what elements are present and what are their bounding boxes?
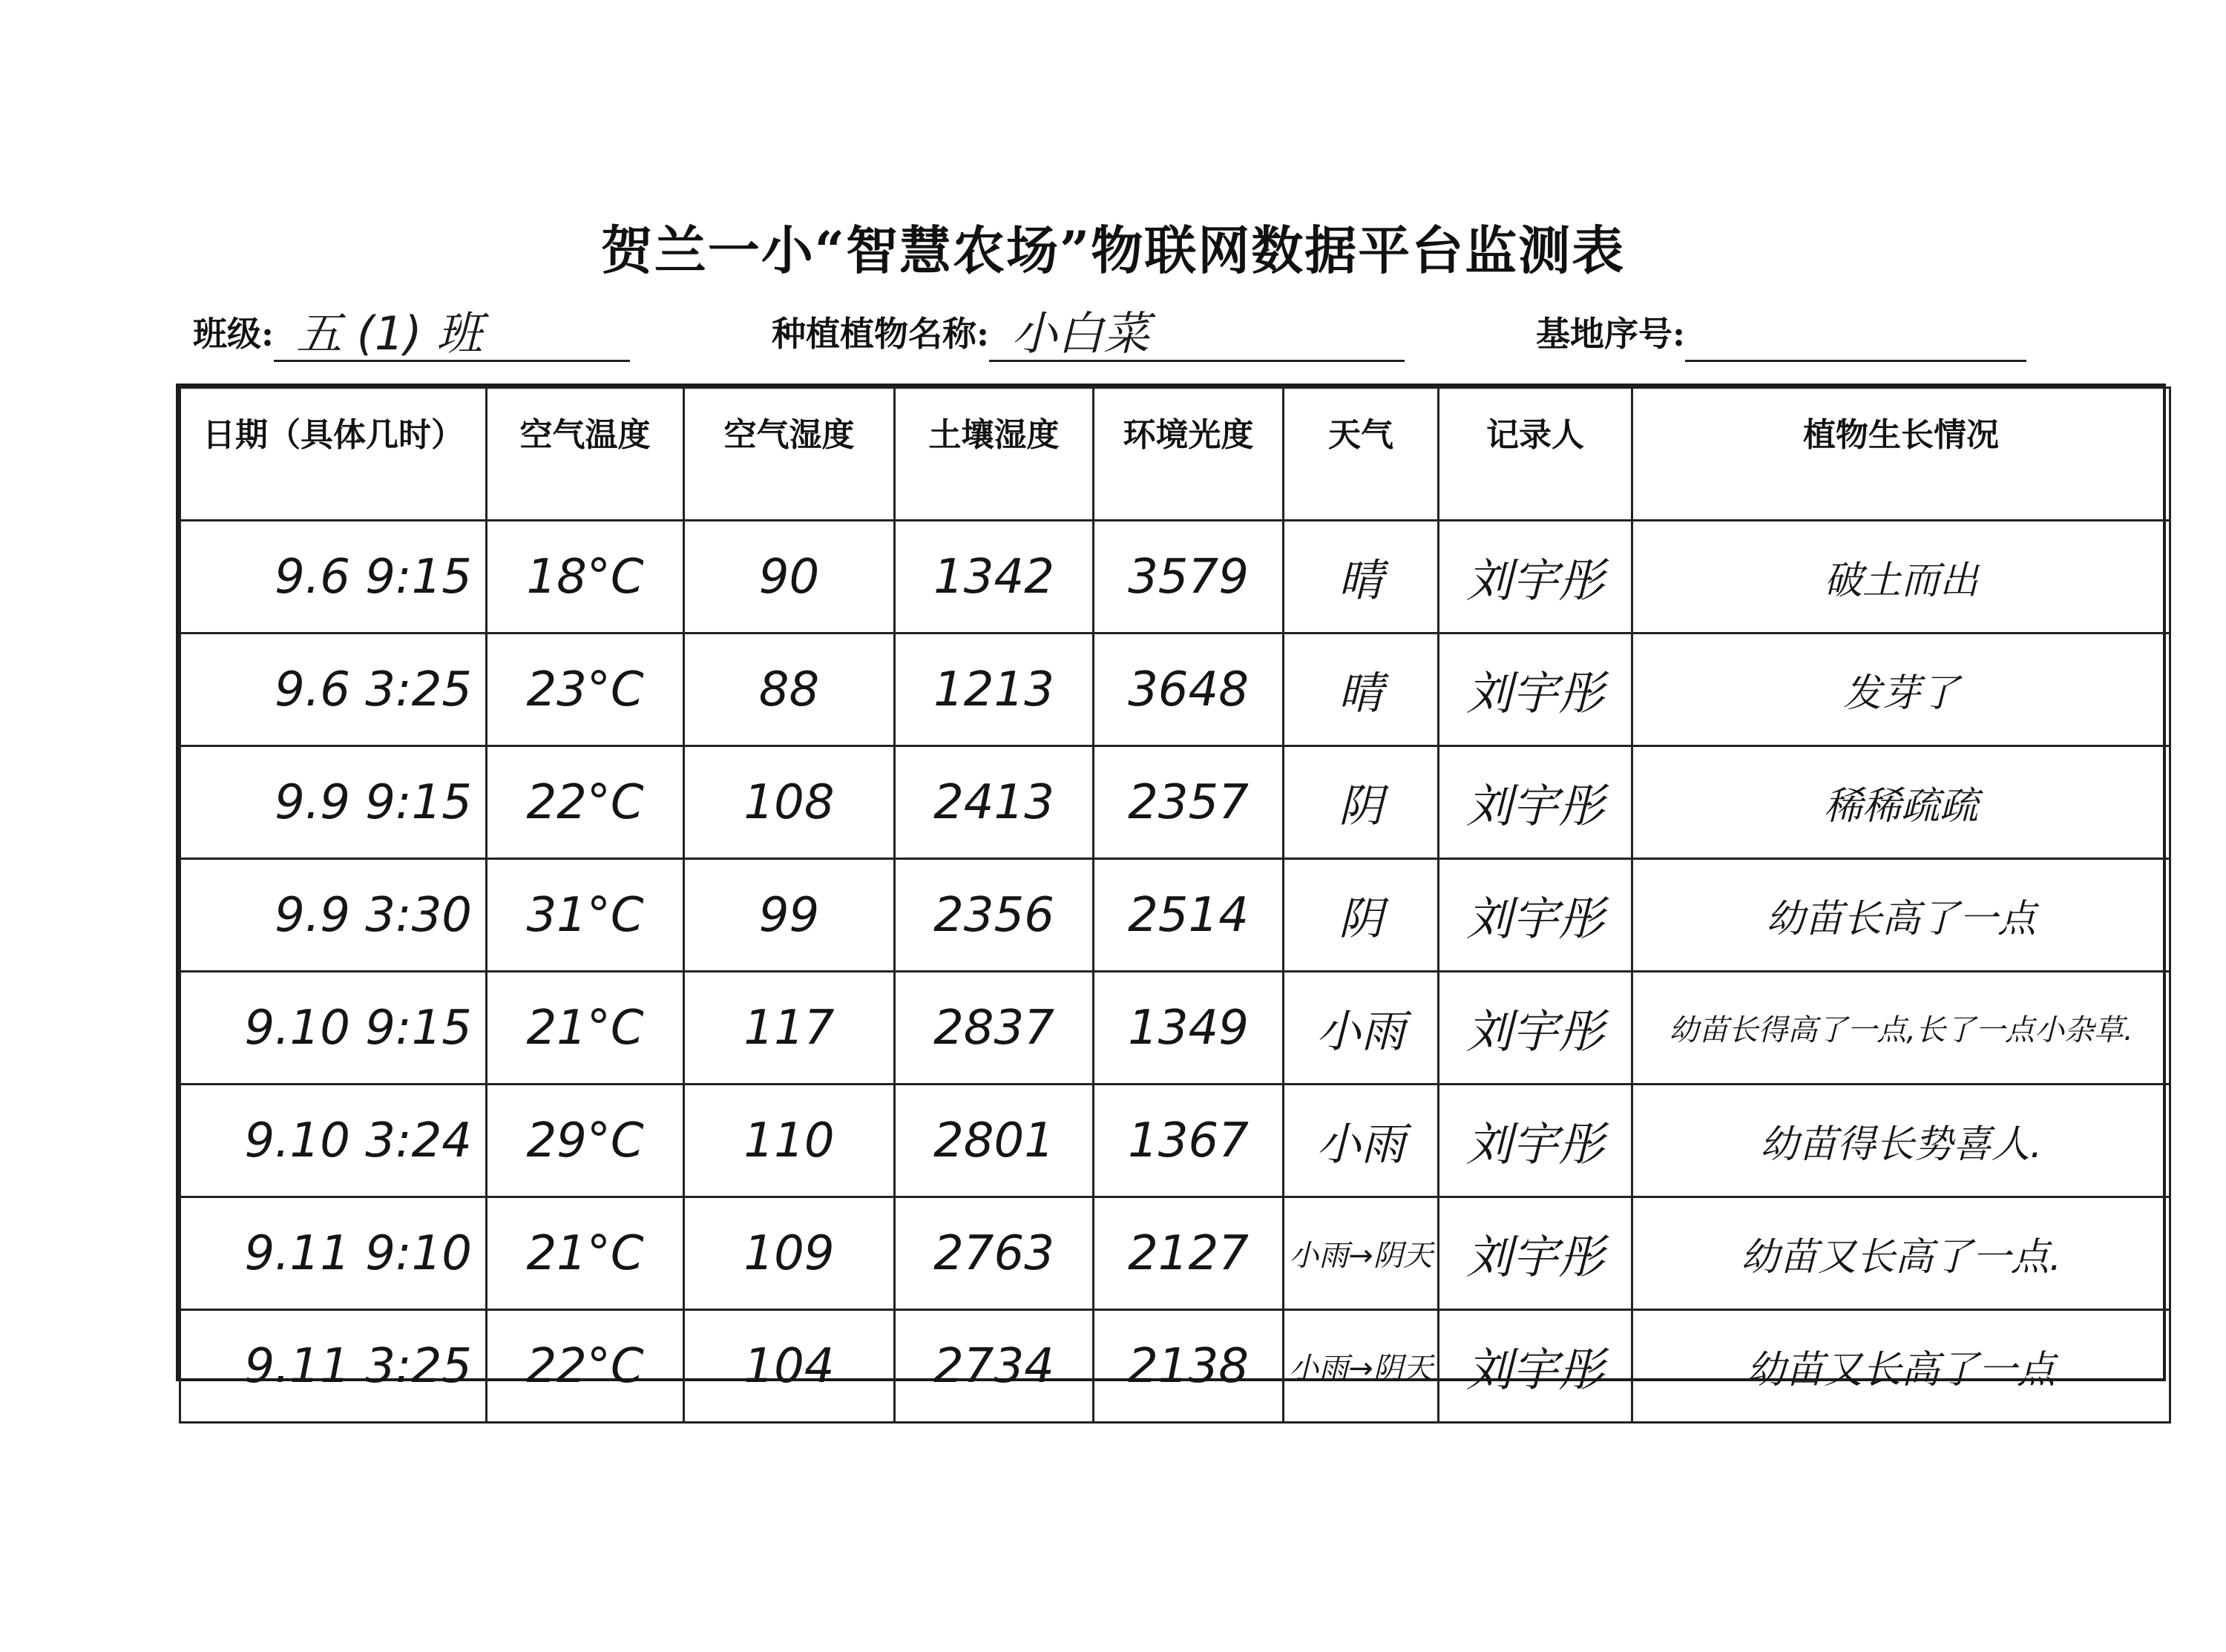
cell-air-humidity: 110 (684, 1085, 895, 1197)
base-line (1685, 312, 2026, 362)
cell-soil-humidity: 1342 (895, 521, 1094, 634)
cell-air-temp: 21°C (487, 1197, 684, 1310)
table-row (180, 1197, 2170, 1310)
cell-recorder: 刘宇彤 (1439, 859, 1632, 972)
cell-weather: 小雨→阴天 (1284, 1310, 1439, 1423)
cell-light: 2127 (1094, 1197, 1284, 1310)
cell-air-temp: 29°C (487, 1085, 684, 1197)
plant-label: 种植植物名称: (772, 314, 989, 354)
cell-light: 2357 (1094, 746, 1284, 859)
cell-air-humidity: 104 (684, 1310, 895, 1423)
class-label: 班级: (193, 314, 274, 354)
header-growth: 植物生长情况 (1632, 388, 2170, 521)
class-line (274, 306, 630, 362)
cell-soil-humidity: 2734 (895, 1310, 1094, 1423)
cell-air-humidity: 88 (684, 634, 895, 746)
plant-field (772, 306, 1405, 362)
header-weather: 天气 (1284, 388, 1439, 521)
cell-growth: 稀稀疏疏 (1632, 746, 2170, 859)
cell-air-temp: 22°C (487, 746, 684, 859)
table-row (180, 634, 2170, 746)
cell-light: 1367 (1094, 1085, 1284, 1197)
cell-date: 9.10 3:24 (180, 1085, 487, 1197)
cell-recorder: 刘宇彤 (1439, 1085, 1632, 1197)
cell-light: 3648 (1094, 634, 1284, 746)
class-value: 五 (1) 班 (295, 306, 483, 361)
cell-air-temp: 23°C (487, 634, 684, 746)
cell-recorder: 刘宇彤 (1439, 972, 1632, 1085)
plant-value: 小白菜 (1011, 306, 1149, 361)
table-row (180, 746, 2170, 859)
table-row (180, 521, 2170, 634)
cell-air-humidity: 99 (684, 859, 895, 972)
cell-recorder: 刘宇彤 (1439, 746, 1632, 859)
cell-recorder: 刘宇彤 (1439, 634, 1632, 746)
header-soil-humidity: 土壤湿度 (895, 388, 1094, 521)
cell-air-temp: 21°C (487, 972, 684, 1085)
cell-light: 3579 (1094, 521, 1284, 634)
cell-soil-humidity: 2837 (895, 972, 1094, 1085)
cell-weather: 晴 (1284, 521, 1439, 634)
cell-date: 9.11 9:10 (180, 1197, 487, 1310)
cell-weather: 小雨 (1284, 1085, 1439, 1197)
table-row (180, 1085, 2170, 1197)
base-label: 基地序号: (1536, 314, 1685, 354)
cell-date: 9.6 3:25 (180, 634, 487, 746)
header-date: 日期（具体几时） (180, 388, 487, 521)
cell-soil-humidity: 2356 (895, 859, 1094, 972)
header-air-temp: 空气温度 (487, 388, 684, 521)
cell-air-humidity: 108 (684, 746, 895, 859)
cell-date: 9.10 9:15 (180, 972, 487, 1085)
cell-air-temp: 18°C (487, 521, 684, 634)
header-recorder: 记录人 (1439, 388, 1632, 521)
header-row (180, 388, 2170, 521)
cell-soil-humidity: 2413 (895, 746, 1094, 859)
class-field (193, 306, 630, 362)
cell-air-humidity: 117 (684, 972, 895, 1085)
cell-soil-humidity: 2763 (895, 1197, 1094, 1310)
cell-date: 9.9 3:30 (180, 859, 487, 972)
cell-soil-humidity: 1213 (895, 634, 1094, 746)
table-row (180, 972, 2170, 1085)
cell-weather: 小雨→阴天 (1284, 1197, 1439, 1310)
cell-air-temp: 22°C (487, 1310, 684, 1423)
cell-growth: 幼苗又长高了一点. (1632, 1197, 2170, 1310)
cell-growth: 幼苗得长势喜人. (1632, 1085, 2170, 1197)
base-field (1536, 310, 2026, 362)
cell-soil-humidity: 2801 (895, 1085, 1094, 1197)
cell-light: 2514 (1094, 859, 1284, 972)
cell-date: 9.6 9:15 (180, 521, 487, 634)
cell-recorder: 刘宇彤 (1439, 521, 1632, 634)
header-light: 环境光度 (1094, 388, 1284, 521)
cell-weather: 晴 (1284, 634, 1439, 746)
cell-weather: 小雨 (1284, 972, 1439, 1085)
cell-recorder: 刘宇彤 (1439, 1310, 1632, 1423)
cell-light: 1349 (1094, 972, 1284, 1085)
cell-growth: 破土而出 (1632, 521, 2170, 634)
plant-line (989, 306, 1405, 362)
cell-growth: 幼苗长得高了一点,长了一点小杂草. (1632, 972, 2170, 1085)
cell-air-temp: 31°C (487, 859, 684, 972)
cell-date: 9.11 3:25 (180, 1310, 487, 1423)
cell-air-humidity: 109 (684, 1197, 895, 1310)
cell-light: 2138 (1094, 1310, 1284, 1423)
cell-air-humidity: 90 (684, 521, 895, 634)
cell-weather: 阴 (1284, 859, 1439, 972)
table-row (180, 859, 2170, 972)
form-title: 贺兰一小“智慧农场”物联网数据平台监测表 (600, 220, 1626, 281)
cell-growth: 幼苗又长高了一点 (1632, 1310, 2170, 1423)
table-row (180, 1310, 2170, 1423)
monitoring-table (176, 384, 2166, 1397)
cell-growth: 发芽了 (1632, 634, 2170, 746)
cell-growth: 幼苗长高了一点 (1632, 859, 2170, 972)
cell-weather: 阴 (1284, 746, 1439, 859)
header-air-humidity: 空气湿度 (684, 388, 895, 521)
cell-recorder: 刘宇彤 (1439, 1197, 1632, 1310)
cell-date: 9.9 9:15 (180, 746, 487, 859)
